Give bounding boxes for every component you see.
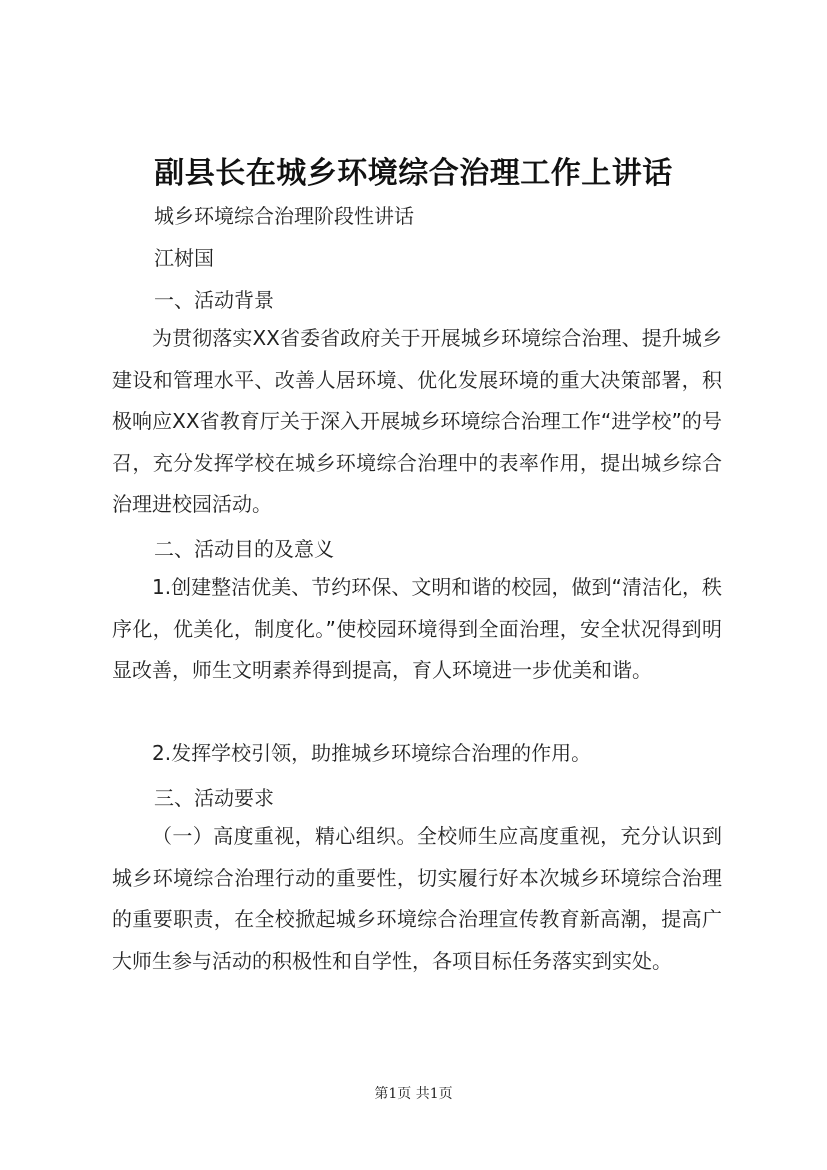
section-heading-requirements: 三、活动要求 (154, 786, 274, 810)
paragraph-background: 为贯彻落实XX省委省政府关于开展城乡环境综合治理、提升城乡建设和管理水平、改善人居环境、优化发展环境的重大决策部署，积极响应XX省教育厅关于深入开展城乡环境综合治理工作“进学校”的号召，充分发挥学校在城乡环境综合治理中的表率作用，提出城乡综合治理进校园活动。 (112, 326, 722, 516)
paragraph-purpose-2: 2.发挥学校引领，助推城乡环境综合治理的作用。 (152, 741, 592, 765)
document-title: 副县长在城乡环境综合治理工作上讲话 (154, 156, 673, 191)
section-heading-background: 一、活动背景 (154, 288, 274, 312)
paragraph-requirements-1: （一）高度重视，精心组织。全校师生应高度重视，充分认识到城乡环境综合治理行动的重要性，切实履行好本次城乡环境综合治理的重要职责，在全校掀起城乡环境综合治理宣传教育新高潮，提高广大师生参与活动的积极性和自学性，各项目标任务落实到实处。 (112, 824, 722, 973)
paragraph-purpose-1: 1.创建整洁优美、节约环保、文明和谐的校园，做到“清洁化，秩序化，优美化，制度化。”使校园环境得到全面治理，安全状况得到明显改善，师生文明素养得到提高，育人环境进一步优美和谐。 (112, 575, 722, 682)
document-subtitle: 城乡环境综合治理阶段性讲话 (154, 204, 414, 228)
page-footer: 第1页 共1页 (374, 1086, 453, 1102)
author-name: 江树国 (154, 246, 214, 270)
section-heading-purpose: 二、活动目的及意义 (154, 537, 334, 561)
